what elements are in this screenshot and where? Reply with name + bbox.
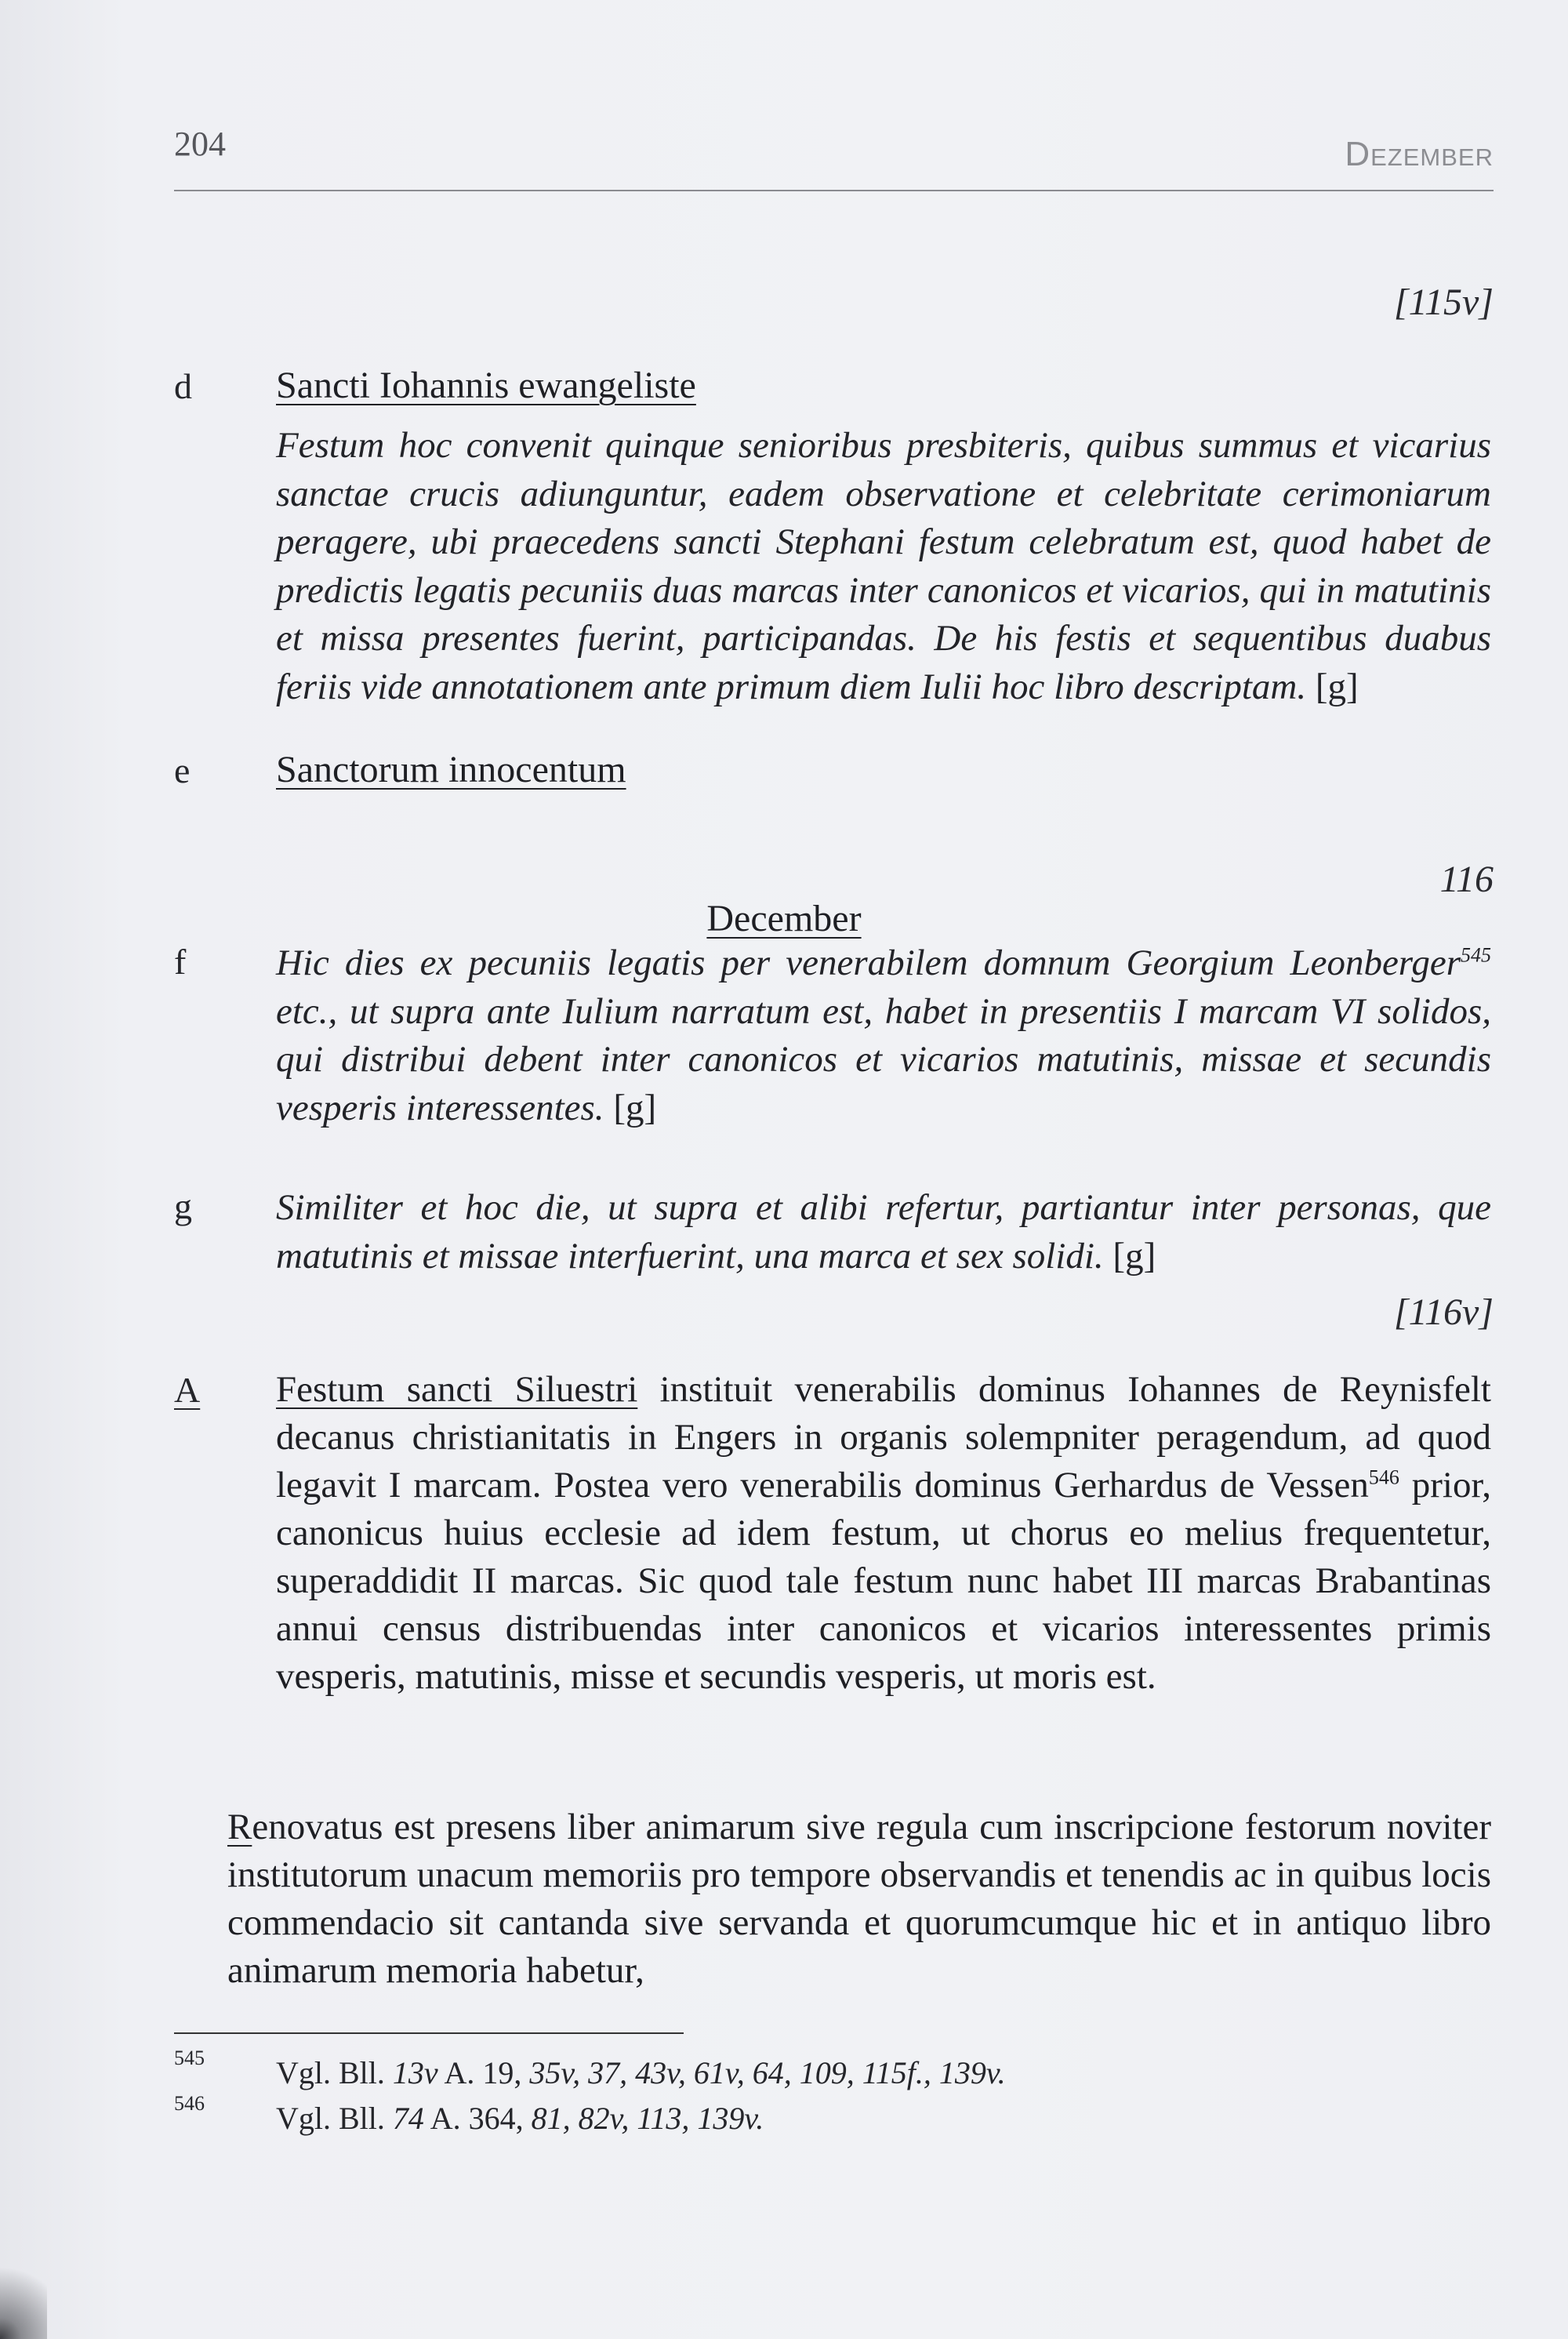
source-mark: [g] xyxy=(1315,666,1359,707)
entry-text-body: Similiter et hoc die, ut supra et alibi refertur, partiantur inter personas, que matutinis et missae interfuerint, una marca et sex solidi. xyxy=(276,1187,1491,1277)
entry-text-body: Festum hoc convenit quinque senioribus presbiteris, quibus summus et vicarius sanctae crucis adiunguntur, eadem observatione et celebritate cerimoniarum peragere, ubi praecedens sancti Stephani festum celebratum est, quod habet de predictis legatis pecuniis duas marcas inter canonicos et vicarios, qui in matutinis et missa presentes fuerint, participandas. De his festis et sequentibus duabus feriis vide annotationem ante primum diem Iulii hoc libro descriptam. xyxy=(276,425,1491,707)
footnote-ref[interactable]: 545 xyxy=(1461,943,1491,967)
footnote-text xyxy=(276,2054,1006,2091)
footnote-mid: A. 364, xyxy=(423,2101,532,2136)
closing-paragraph xyxy=(227,1803,1491,1995)
entry-title: Festum sancti Siluestri xyxy=(276,1369,638,1410)
folio-marker: [116v] xyxy=(1393,1291,1494,1333)
entry-title: Sancti Iohannis ewangeliste xyxy=(276,365,696,406)
entry-text xyxy=(276,422,1491,711)
entry-text xyxy=(276,1184,1491,1280)
entry-letter: d xyxy=(174,366,192,406)
entry-letter: g xyxy=(174,1186,192,1226)
footnote-ref-list: 35v, 37, 43v, 61v, 64, 109, 115f., 139v. xyxy=(529,2055,1006,2090)
footnote-prefix: Vgl. Bll. xyxy=(276,2101,393,2136)
entry-letter: A xyxy=(174,1370,201,1410)
entry-text xyxy=(276,1366,1491,1701)
footnote-ref[interactable]: 546 xyxy=(1368,1466,1399,1489)
folio-marker: 116 xyxy=(1439,859,1494,900)
source-mark: [g] xyxy=(1112,1235,1156,1277)
folio-marker: [115v] xyxy=(1393,281,1494,323)
closing-paragraph-text: enovatus est presens liber animarum sive regula cum inscripcione festorum noviter institutorum unacum memoriis pro tempore observandis et tenendis ac in quibus locis commendacio sit cantanda sive servanda et quorumcumque hic et in antiquo libro animarum memoria habetur, xyxy=(227,1807,1491,1991)
month-heading: December xyxy=(706,898,862,939)
footnote-number: 545 xyxy=(174,2047,205,2069)
entry-letter: e xyxy=(174,750,191,790)
footnote-ref-list: 81, 82v, 113, 139v. xyxy=(531,2101,764,2136)
running-head xyxy=(174,118,1494,191)
entry-text-body: etc., ut supra ante Iulium narratum est, habet in presentiis I marcam VI solidos, qui distribui debent inter canonicos et vicarios matutinis, missae et secundis vesperis interessentes. xyxy=(276,990,1491,1128)
chapter-title: Dezember xyxy=(1345,135,1494,173)
footnote-text xyxy=(276,2100,764,2137)
footnote-mid: A. 19, xyxy=(437,2055,530,2090)
entry-title: Sanctorum innocentum xyxy=(276,749,626,790)
initial-letter: R xyxy=(227,1807,252,1847)
page-number: 204 xyxy=(174,125,226,163)
entry-text-body: prior, canonicus huius ecclesie ad idem festum, ut chorus eo melius frequentetur, superaddidit II marcas. Sic quod tale festum nunc habet III marcas Brabantinas annui census distribuendas inter canonicos et vicarios interessentes primis vesperis, matutinis, misse et secundis vesperis, ut moris est. xyxy=(276,1465,1492,1697)
footnote-ref-list: 74 xyxy=(392,2101,424,2136)
footnote-rule xyxy=(174,2032,684,2034)
footnote-prefix: Vgl. Bll. xyxy=(276,2055,393,2090)
entry-text-body: Hic dies ex pecuniis legatis per venerabilem domnum Georgium Leonberger xyxy=(276,943,1461,983)
entry-text-body: instituit venerabilis dominus Iohannes de Reynisfelt decanus christianitatis in Engers in organis solempniter peragendum, ad quod legavit I marcam. Postea vero venerabilis dominus Gerhardus de Vessen xyxy=(276,1369,1491,1505)
source-mark: [g] xyxy=(613,1087,657,1128)
footnote-ref-list: 13v xyxy=(392,2055,438,2090)
footnote-number: 546 xyxy=(174,2092,205,2115)
entry-letter: f xyxy=(174,942,187,982)
page-edge-shadow xyxy=(0,2229,47,2339)
entry-text xyxy=(276,939,1491,1132)
